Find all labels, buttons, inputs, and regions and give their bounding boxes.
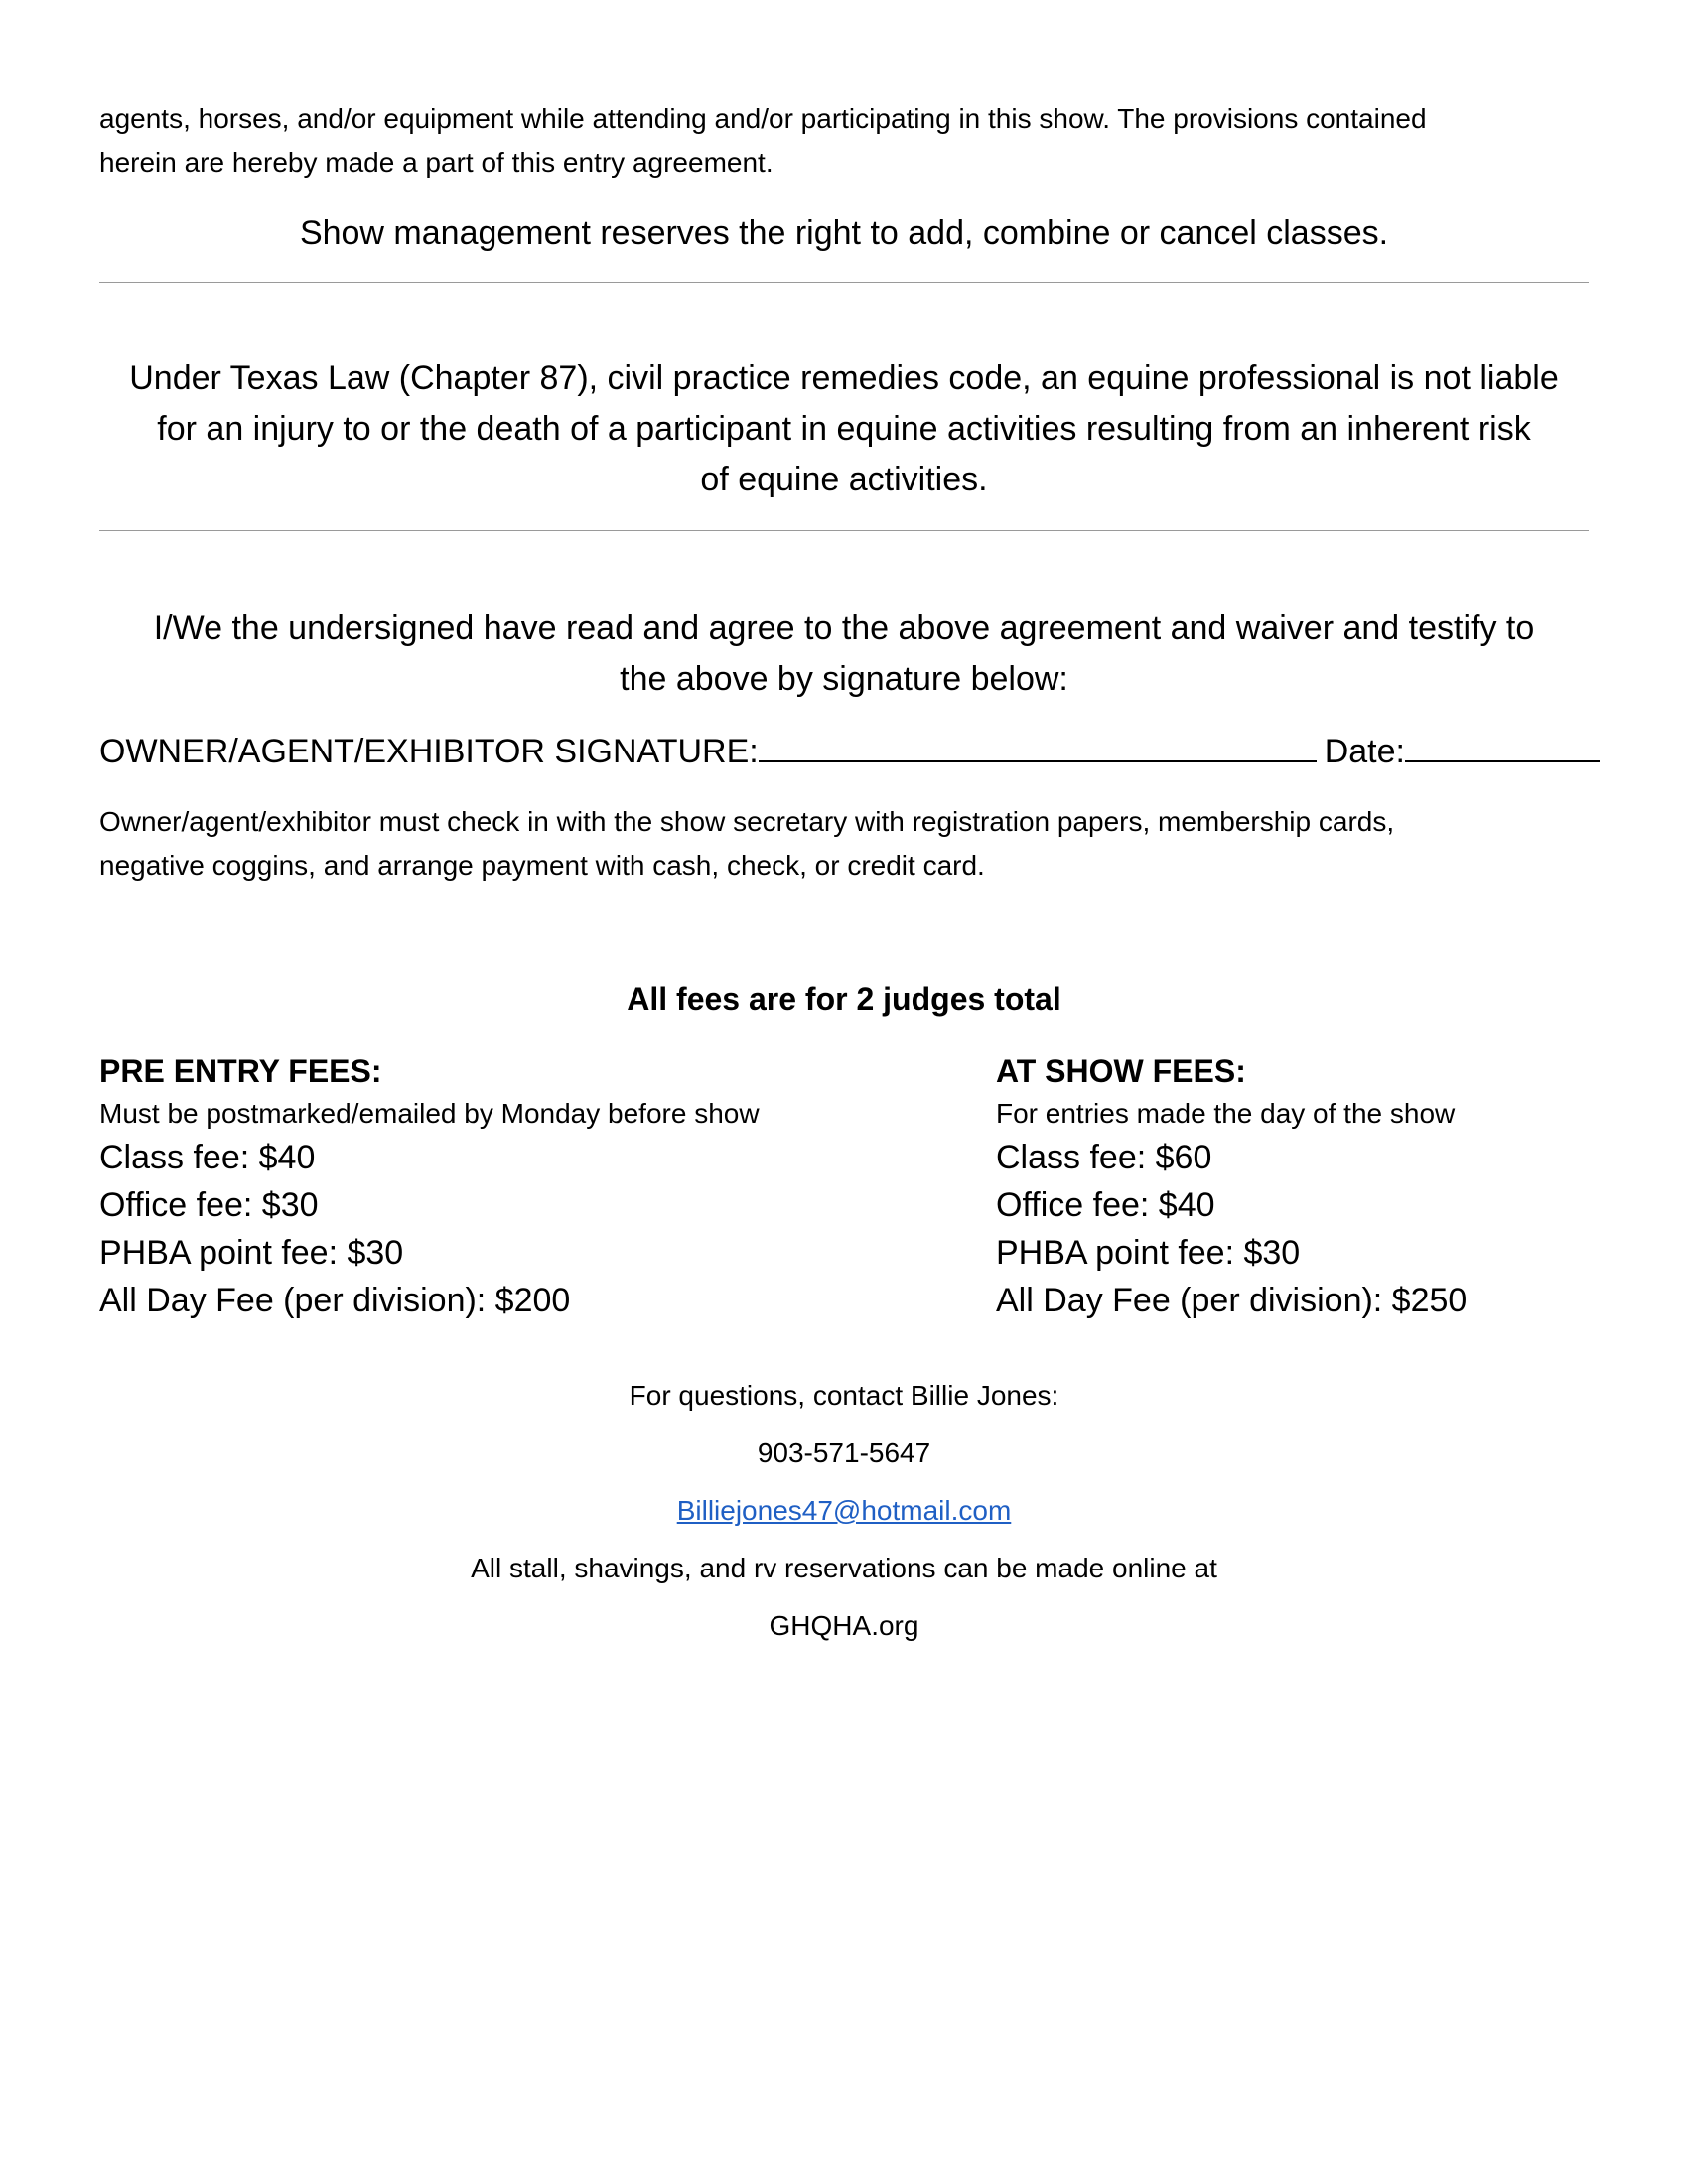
- at-show-fees: [996, 1048, 1589, 1324]
- management-notice: Show management reserves the right to add, combine or cancel classes.: [299, 214, 1389, 252]
- texas-law-line-1: Under Texas Law (Chapter 87), civil practice remedies code, an equine professional is not liable: [129, 359, 1559, 397]
- divider-2: [99, 530, 1589, 531]
- pre-entry-all-day-fee: All Day Fee (per division): $200: [99, 1282, 571, 1319]
- date-field[interactable]: [1405, 729, 1600, 762]
- contact-questions: For questions, contact Billie Jones:: [629, 1380, 1059, 1411]
- at-show-point-fee: PHBA point fee: $30: [996, 1234, 1301, 1272]
- pre-entry-title: PRE ENTRY FEES:: [99, 1053, 382, 1089]
- texas-law-line-2: for an injury to or the death of a participant in equine activities resulting from an inherent risk: [157, 410, 1531, 448]
- fees-heading: All fees are for 2 judges total: [627, 981, 1061, 1017]
- agreement-statement: [99, 604, 1589, 705]
- checkin-paragraph: [99, 800, 1589, 887]
- pre-entry-class-fee: Class fee: $40: [99, 1139, 316, 1176]
- agreement-line-1: I/We the undersigned have read and agree to the above agreement and waiver and testify to: [153, 610, 1535, 647]
- texas-law-notice: [99, 353, 1589, 505]
- pre-entry-fees: [99, 1048, 814, 1324]
- document-page: [99, 0, 1589, 2184]
- pre-entry-office-fee: Office fee: $30: [99, 1186, 319, 1224]
- contact-email-row: [99, 1491, 1589, 1531]
- signature-row: [99, 727, 1589, 776]
- texas-law-line-3: of equine activities.: [700, 461, 988, 498]
- pre-entry-point-fee: PHBA point fee: $30: [99, 1234, 404, 1272]
- agreement-line-2: the above by signature below:: [620, 660, 1068, 698]
- at-show-all-day-fee: All Day Fee (per division): $250: [996, 1282, 1468, 1319]
- at-show-title: AT SHOW FEES:: [996, 1053, 1246, 1089]
- contact-phone: 903-571-5647: [757, 1437, 931, 1468]
- signature-label: OWNER/AGENT/EXHIBITOR SIGNATURE:: [99, 733, 759, 770]
- intro-line-1: agents, horses, and/or equipment while attending and/or participating in this show. The provisions contained: [99, 103, 1427, 134]
- intro-paragraph: [99, 97, 1589, 185]
- checkin-line-1: Owner/agent/exhibitor must check in with the show secretary with registration papers, membership cards,: [99, 806, 1395, 837]
- at-show-class-fee: Class fee: $60: [996, 1139, 1212, 1176]
- divider-1: [99, 282, 1589, 283]
- at-show-subtitle: For entries made the day of the show: [996, 1098, 1456, 1129]
- contact-email-link[interactable]: Billiejones47@hotmail.com: [676, 1495, 1012, 1526]
- signature-field[interactable]: [759, 729, 1317, 762]
- date-label: Date:: [1324, 733, 1405, 770]
- intro-line-2: herein are hereby made a part of this entry agreement.: [99, 147, 774, 178]
- contact-website: GHQHA.org: [769, 1610, 919, 1641]
- pre-entry-subtitle: Must be postmarked/emailed by Monday before show: [99, 1098, 760, 1129]
- checkin-line-2: negative coggins, and arrange payment with cash, check, or credit card.: [99, 850, 985, 881]
- at-show-office-fee: Office fee: $40: [996, 1186, 1215, 1224]
- contact-reservations: All stall, shavings, and rv reservations can be made online at: [471, 1553, 1217, 1583]
